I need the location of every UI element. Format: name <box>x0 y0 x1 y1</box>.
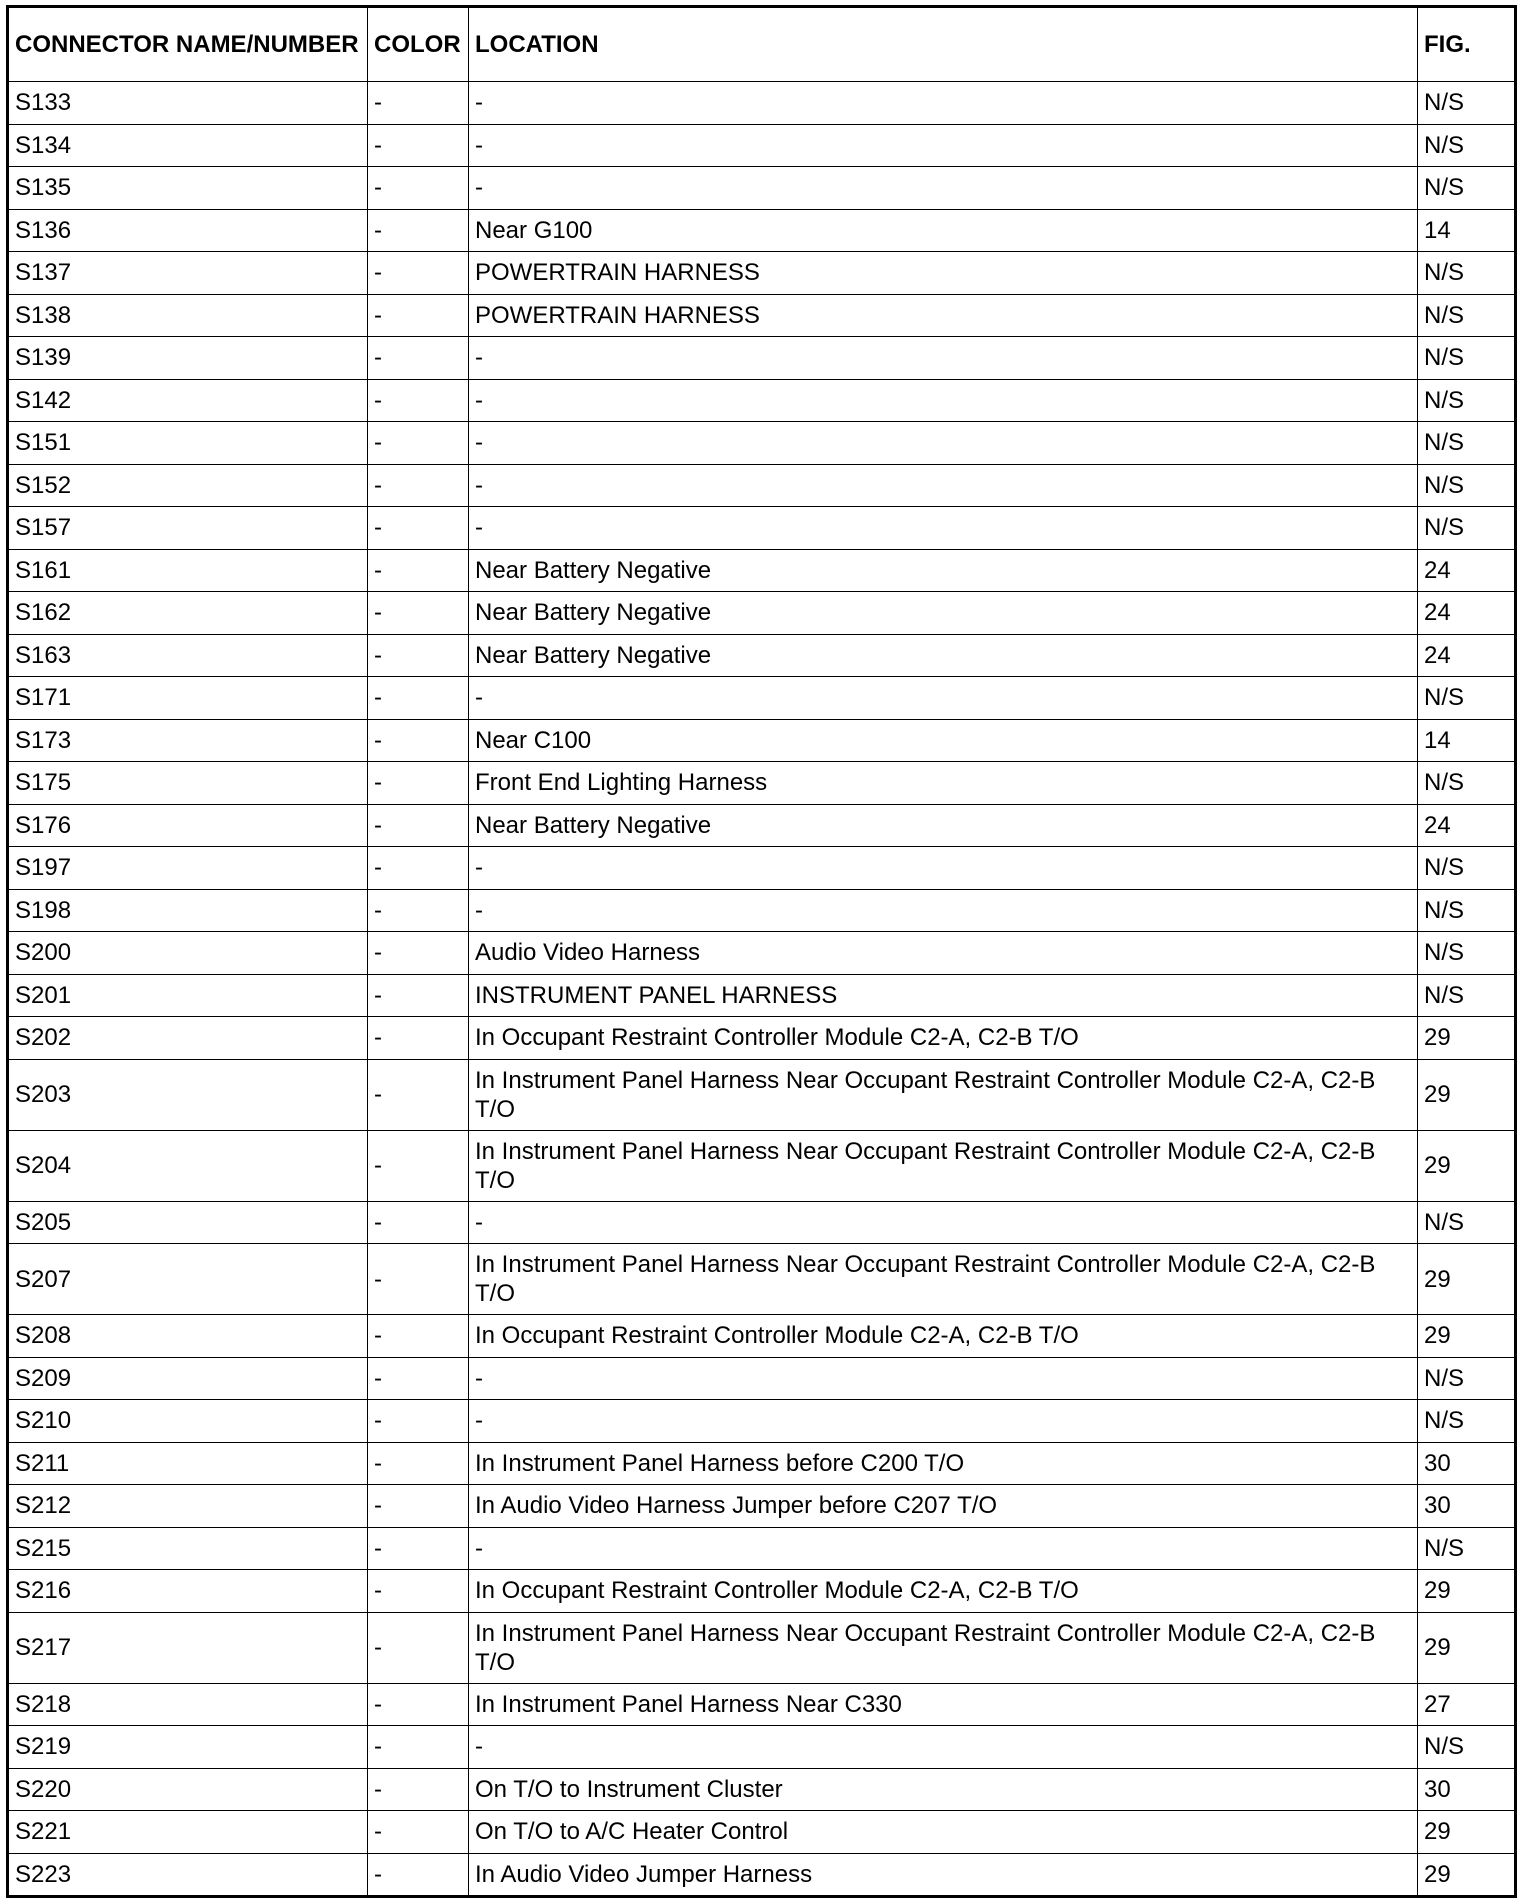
cell-fig: N/S <box>1418 677 1516 720</box>
cell-location: In Occupant Restraint Controller Module C2-A, C2-B T/O <box>469 1315 1418 1358</box>
header-location: LOCATION <box>469 7 1418 82</box>
cell-location: In Instrument Panel Harness Near C330 <box>469 1683 1418 1726</box>
cell-fig: N/S <box>1418 1527 1516 1570</box>
cell-color: - <box>368 1244 469 1315</box>
cell-location: In Instrument Panel Harness Near Occupant Restraint Controller Module C2-A, C2-B T/O <box>469 1244 1418 1315</box>
cell-fig: 30 <box>1418 1442 1516 1485</box>
cell-connector-name: S198 <box>8 889 368 932</box>
cell-fig: 29 <box>1418 1853 1516 1897</box>
cell-connector-name: S139 <box>8 337 368 380</box>
cell-color: - <box>368 82 469 125</box>
cell-fig: 29 <box>1418 1017 1516 1060</box>
cell-fig: N/S <box>1418 337 1516 380</box>
cell-connector-name: S204 <box>8 1130 368 1201</box>
table-row <box>8 464 1516 507</box>
table-row <box>8 1357 1516 1400</box>
cell-connector-name: S176 <box>8 804 368 847</box>
cell-connector-name: S138 <box>8 294 368 337</box>
cell-location: On T/O to A/C Heater Control <box>469 1811 1418 1854</box>
cell-color: - <box>368 422 469 465</box>
cell-color: - <box>368 974 469 1017</box>
cell-location: Near C100 <box>469 719 1418 762</box>
cell-connector-name: S212 <box>8 1485 368 1528</box>
cell-location: In Instrument Panel Harness Near Occupant Restraint Controller Module C2-A, C2-B T/O <box>469 1612 1418 1683</box>
table-row <box>8 1811 1516 1854</box>
cell-location: INSTRUMENT PANEL HARNESS <box>469 974 1418 1017</box>
cell-fig: N/S <box>1418 124 1516 167</box>
cell-color: - <box>368 1485 469 1528</box>
cell-color: - <box>368 1853 469 1897</box>
cell-fig: 29 <box>1418 1315 1516 1358</box>
connector-location-document <box>6 5 1514 1898</box>
cell-connector-name: S220 <box>8 1768 368 1811</box>
cell-fig: 24 <box>1418 592 1516 635</box>
cell-location: In Instrument Panel Harness Near Occupant Restraint Controller Module C2-A, C2-B T/O <box>469 1130 1418 1201</box>
table-row <box>8 634 1516 677</box>
cell-connector-name: S163 <box>8 634 368 677</box>
table-row <box>8 1570 1516 1613</box>
cell-color: - <box>368 847 469 890</box>
cell-color: - <box>368 549 469 592</box>
cell-connector-name: S223 <box>8 1853 368 1897</box>
cell-location: Audio Video Harness <box>469 932 1418 975</box>
cell-color: - <box>368 1726 469 1769</box>
table-row <box>8 1442 1516 1485</box>
cell-location: - <box>469 1400 1418 1443</box>
table-row <box>8 379 1516 422</box>
cell-connector-name: S151 <box>8 422 368 465</box>
cell-fig: N/S <box>1418 294 1516 337</box>
cell-fig: N/S <box>1418 1726 1516 1769</box>
cell-location: - <box>469 422 1418 465</box>
table-row <box>8 1683 1516 1726</box>
cell-location: In Occupant Restraint Controller Module C2-A, C2-B T/O <box>469 1017 1418 1060</box>
table-header-row <box>8 7 1516 82</box>
table-row <box>8 167 1516 210</box>
cell-color: - <box>368 1315 469 1358</box>
table-row <box>8 1201 1516 1244</box>
cell-fig: N/S <box>1418 464 1516 507</box>
table-row <box>8 1726 1516 1769</box>
table-row <box>8 847 1516 890</box>
cell-location: POWERTRAIN HARNESS <box>469 294 1418 337</box>
cell-location: In Audio Video Jumper Harness <box>469 1853 1418 1897</box>
table-row <box>8 1315 1516 1358</box>
table-row <box>8 82 1516 125</box>
cell-location: Front End Lighting Harness <box>469 762 1418 805</box>
cell-fig: N/S <box>1418 379 1516 422</box>
table-row <box>8 549 1516 592</box>
table-row <box>8 124 1516 167</box>
cell-connector-name: S203 <box>8 1059 368 1130</box>
cell-connector-name: S205 <box>8 1201 368 1244</box>
cell-connector-name: S217 <box>8 1612 368 1683</box>
cell-location: In Occupant Restraint Controller Module C2-A, C2-B T/O <box>469 1570 1418 1613</box>
cell-connector-name: S200 <box>8 932 368 975</box>
table-row <box>8 1130 1516 1201</box>
cell-connector-name: S215 <box>8 1527 368 1570</box>
cell-fig: 14 <box>1418 209 1516 252</box>
table-row <box>8 209 1516 252</box>
cell-fig: N/S <box>1418 82 1516 125</box>
table-row <box>8 422 1516 465</box>
table-row <box>8 677 1516 720</box>
cell-fig: N/S <box>1418 422 1516 465</box>
cell-color: - <box>368 1442 469 1485</box>
cell-location: - <box>469 1726 1418 1769</box>
cell-color: - <box>368 1768 469 1811</box>
cell-fig: 24 <box>1418 549 1516 592</box>
cell-fig: 24 <box>1418 634 1516 677</box>
cell-connector-name: S171 <box>8 677 368 720</box>
cell-location: - <box>469 337 1418 380</box>
cell-location: Near Battery Negative <box>469 804 1418 847</box>
cell-location: - <box>469 464 1418 507</box>
cell-connector-name: S221 <box>8 1811 368 1854</box>
cell-connector-name: S219 <box>8 1726 368 1769</box>
header-fig: FIG. <box>1418 7 1516 82</box>
table-row <box>8 762 1516 805</box>
cell-location: - <box>469 677 1418 720</box>
table-row <box>8 804 1516 847</box>
table-row <box>8 294 1516 337</box>
table-row <box>8 1244 1516 1315</box>
table-row <box>8 1612 1516 1683</box>
cell-fig: 24 <box>1418 804 1516 847</box>
cell-location: - <box>469 847 1418 890</box>
cell-color: - <box>368 932 469 975</box>
cell-connector-name: S210 <box>8 1400 368 1443</box>
cell-fig: 29 <box>1418 1570 1516 1613</box>
cell-connector-name: S175 <box>8 762 368 805</box>
cell-color: - <box>368 337 469 380</box>
cell-connector-name: S162 <box>8 592 368 635</box>
cell-fig: N/S <box>1418 889 1516 932</box>
cell-fig: N/S <box>1418 252 1516 295</box>
table-row <box>8 337 1516 380</box>
cell-color: - <box>368 1201 469 1244</box>
header-connector-name: CONNECTOR NAME/NUMBER <box>8 7 368 82</box>
cell-color: - <box>368 124 469 167</box>
cell-location: Near G100 <box>469 209 1418 252</box>
cell-fig: 29 <box>1418 1612 1516 1683</box>
cell-color: - <box>368 1811 469 1854</box>
cell-connector-name: S161 <box>8 549 368 592</box>
cell-color: - <box>368 677 469 720</box>
cell-fig: N/S <box>1418 932 1516 975</box>
cell-fig: N/S <box>1418 847 1516 890</box>
table-row <box>8 1485 1516 1528</box>
cell-fig: 29 <box>1418 1130 1516 1201</box>
table-body <box>8 82 1516 1897</box>
cell-connector-name: S216 <box>8 1570 368 1613</box>
cell-location: In Audio Video Harness Jumper before C207 T/O <box>469 1485 1418 1528</box>
cell-connector-name: S135 <box>8 167 368 210</box>
cell-fig: N/S <box>1418 507 1516 550</box>
cell-color: - <box>368 762 469 805</box>
cell-fig: N/S <box>1418 1400 1516 1443</box>
cell-connector-name: S201 <box>8 974 368 1017</box>
cell-connector-name: S207 <box>8 1244 368 1315</box>
cell-fig: N/S <box>1418 974 1516 1017</box>
cell-connector-name: S152 <box>8 464 368 507</box>
cell-color: - <box>368 634 469 677</box>
cell-location: - <box>469 1357 1418 1400</box>
table-row <box>8 1768 1516 1811</box>
cell-location: On T/O to Instrument Cluster <box>469 1768 1418 1811</box>
table-row <box>8 1527 1516 1570</box>
cell-location: Near Battery Negative <box>469 549 1418 592</box>
cell-color: - <box>368 592 469 635</box>
cell-location: POWERTRAIN HARNESS <box>469 252 1418 295</box>
cell-location: - <box>469 1201 1418 1244</box>
table-row <box>8 1059 1516 1130</box>
cell-color: - <box>368 379 469 422</box>
cell-color: - <box>368 1059 469 1130</box>
cell-location: In Instrument Panel Harness Near Occupant Restraint Controller Module C2-A, C2-B T/O <box>469 1059 1418 1130</box>
cell-fig: N/S <box>1418 167 1516 210</box>
cell-connector-name: S173 <box>8 719 368 762</box>
cell-location: - <box>469 889 1418 932</box>
cell-color: - <box>368 804 469 847</box>
cell-color: - <box>368 1400 469 1443</box>
cell-color: - <box>368 1130 469 1201</box>
cell-location: In Instrument Panel Harness before C200 T/O <box>469 1442 1418 1485</box>
cell-fig: 30 <box>1418 1485 1516 1528</box>
table-row <box>8 974 1516 1017</box>
table-row <box>8 889 1516 932</box>
cell-connector-name: S157 <box>8 507 368 550</box>
cell-color: - <box>368 1357 469 1400</box>
cell-connector-name: S218 <box>8 1683 368 1726</box>
cell-fig: N/S <box>1418 762 1516 805</box>
cell-fig: 29 <box>1418 1811 1516 1854</box>
cell-connector-name: S202 <box>8 1017 368 1060</box>
cell-connector-name: S137 <box>8 252 368 295</box>
cell-location: - <box>469 124 1418 167</box>
cell-color: - <box>368 464 469 507</box>
cell-fig: 29 <box>1418 1244 1516 1315</box>
cell-connector-name: S142 <box>8 379 368 422</box>
table-row <box>8 1017 1516 1060</box>
cell-connector-name: S209 <box>8 1357 368 1400</box>
cell-color: - <box>368 1612 469 1683</box>
table-row <box>8 1853 1516 1897</box>
table-row <box>8 592 1516 635</box>
cell-fig: 29 <box>1418 1059 1516 1130</box>
connector-table <box>6 5 1517 1898</box>
table-row <box>8 1400 1516 1443</box>
cell-fig: 30 <box>1418 1768 1516 1811</box>
cell-connector-name: S134 <box>8 124 368 167</box>
cell-location: - <box>469 167 1418 210</box>
table-row <box>8 719 1516 762</box>
cell-connector-name: S133 <box>8 82 368 125</box>
cell-color: - <box>368 1683 469 1726</box>
cell-location: - <box>469 1527 1418 1570</box>
header-color: COLOR <box>368 7 469 82</box>
cell-location: Near Battery Negative <box>469 634 1418 677</box>
cell-fig: 14 <box>1418 719 1516 762</box>
cell-color: - <box>368 719 469 762</box>
cell-fig: N/S <box>1418 1201 1516 1244</box>
cell-color: - <box>368 889 469 932</box>
cell-color: - <box>368 209 469 252</box>
cell-color: - <box>368 1527 469 1570</box>
cell-location: Near Battery Negative <box>469 592 1418 635</box>
cell-color: - <box>368 507 469 550</box>
cell-connector-name: S197 <box>8 847 368 890</box>
cell-fig: N/S <box>1418 1357 1516 1400</box>
cell-color: - <box>368 294 469 337</box>
cell-location: - <box>469 82 1418 125</box>
cell-location: - <box>469 507 1418 550</box>
cell-color: - <box>368 167 469 210</box>
cell-connector-name: S136 <box>8 209 368 252</box>
table-row <box>8 932 1516 975</box>
cell-location: - <box>469 379 1418 422</box>
cell-fig: 27 <box>1418 1683 1516 1726</box>
table-row <box>8 507 1516 550</box>
cell-connector-name: S211 <box>8 1442 368 1485</box>
cell-color: - <box>368 252 469 295</box>
table-row <box>8 252 1516 295</box>
cell-connector-name: S208 <box>8 1315 368 1358</box>
cell-color: - <box>368 1017 469 1060</box>
cell-color: - <box>368 1570 469 1613</box>
